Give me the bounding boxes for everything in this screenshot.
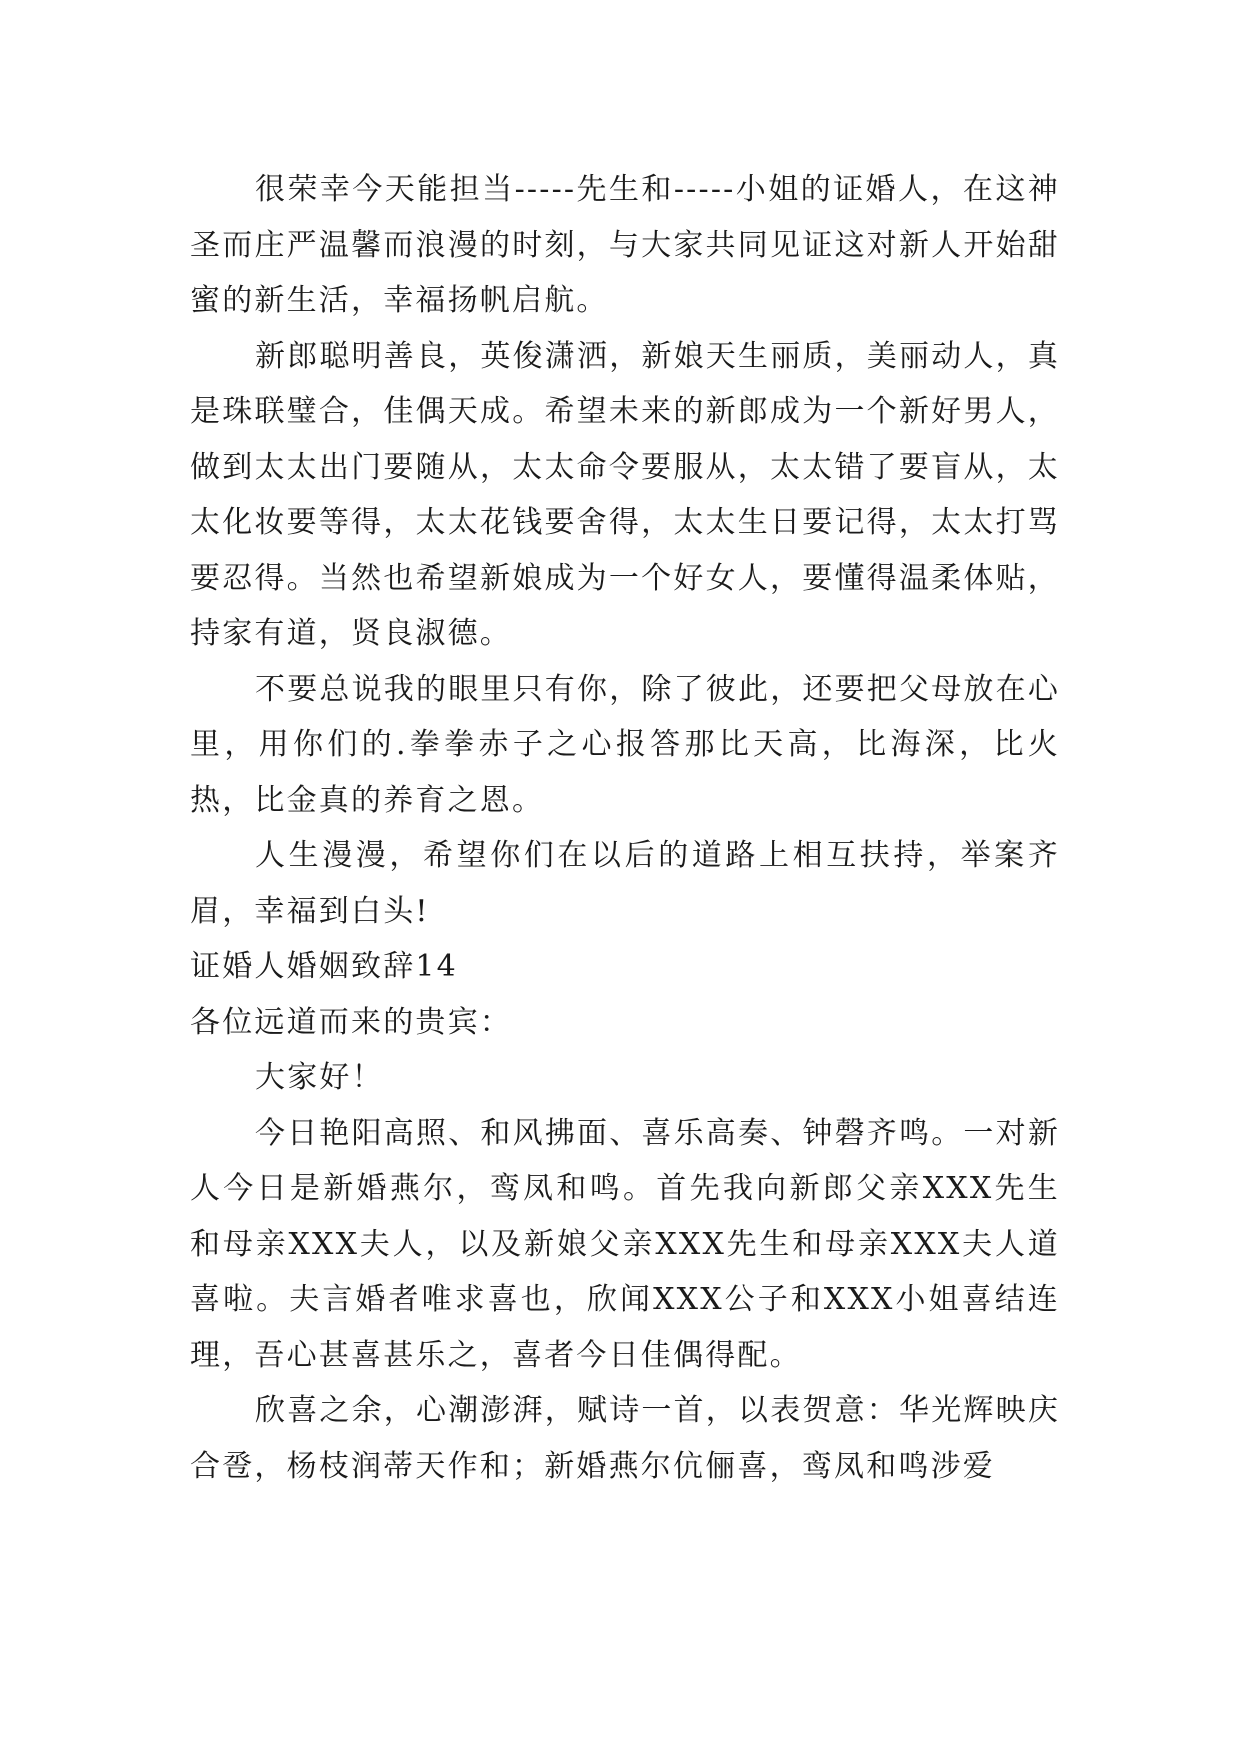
text-line: 开始甜蜜的新生活，幸福扬帆启航。 bbox=[190, 227, 1060, 318]
text-line: 不要总说我的眼里只有你，除了彼此，还要把父母放在 bbox=[255, 671, 1028, 707]
text-line: 人生漫漫，希望你们在以后的道路上相互扶持，举案齐 bbox=[255, 838, 1060, 873]
paragraph bbox=[190, 939, 1060, 995]
text-line: 心里，用你们的.拳拳赤子之心报答那比天高，比海深，比 bbox=[190, 671, 1061, 762]
text-line: 生和母亲XXX夫人，以及新娘父亲XXX先生和母亲XXX夫人 bbox=[190, 1171, 1060, 1262]
paragraph bbox=[190, 662, 1060, 829]
text-line: 连理，吾心甚喜甚乐之，喜者今日佳偶得配。 bbox=[190, 1282, 1060, 1373]
text-line: 新郎聪明善良，英俊潇洒，新娘天生丽质，美丽动人， bbox=[255, 338, 1028, 374]
paragraph bbox=[190, 828, 1060, 939]
text-line: 火热，比金真的养育之恩。 bbox=[190, 727, 1060, 818]
text-line: 温柔体贴，持家有道，贤良淑德。 bbox=[190, 560, 1060, 651]
text-line: 大家好！ bbox=[255, 1060, 384, 1095]
paragraph bbox=[190, 162, 1060, 329]
text-line: 今日艳阳高照、和风拂面、喜乐高奏、钟磬齐鸣。一对 bbox=[255, 1115, 1028, 1151]
text-line: 新人今日是新婚燕尔，鸾凤和鸣。首先我向新郎父亲XXX先 bbox=[190, 1115, 1061, 1206]
text-line: 道喜啦。夫言婚者唯求喜也，欣闻XXX公子和XXX小姐喜结 bbox=[190, 1226, 1060, 1317]
text-line: 人，做到太太出门要随从，太太命令要服从，太太错了要盲 bbox=[190, 394, 1061, 485]
paragraph bbox=[190, 1383, 1060, 1494]
text-line: 太太打骂要忍得。当然也希望新娘成为一个好女人，要懂得 bbox=[190, 505, 1060, 596]
text-line: 各位远道而来的贵宾： bbox=[190, 1004, 512, 1040]
text-line: 欣喜之余，心潮澎湃，赋诗一首，以表贺意：华光辉映 bbox=[255, 1393, 1028, 1428]
text-line: 真是珠联璧合，佳偶天成。希望未来的新郎成为一个新好男 bbox=[190, 338, 1061, 429]
text-line: 很荣幸今天能担当-----先生和-----小姐的证婚人，在 bbox=[255, 172, 996, 207]
text-line: 庆合卺，杨枝润蒂天作和；新婚燕尔伉俪喜，鸾凤和鸣涉爱 bbox=[190, 1393, 1061, 1484]
paragraph bbox=[190, 329, 1060, 662]
text-line: 证婚人婚姻致辞14 bbox=[190, 949, 458, 984]
paragraph bbox=[190, 1050, 1060, 1106]
paragraph bbox=[190, 995, 1060, 1051]
text-line: 这神圣而庄严温馨而浪漫的时刻，与大家共同见证这对新人 bbox=[190, 172, 1060, 263]
document-body bbox=[190, 162, 1060, 1494]
paragraph bbox=[190, 1106, 1060, 1384]
text-line: 眉，幸福到白头! bbox=[190, 893, 430, 929]
text-line: 从，太太化妆要等得，太太花钱要舍得，太太生日要记得， bbox=[190, 449, 1060, 540]
